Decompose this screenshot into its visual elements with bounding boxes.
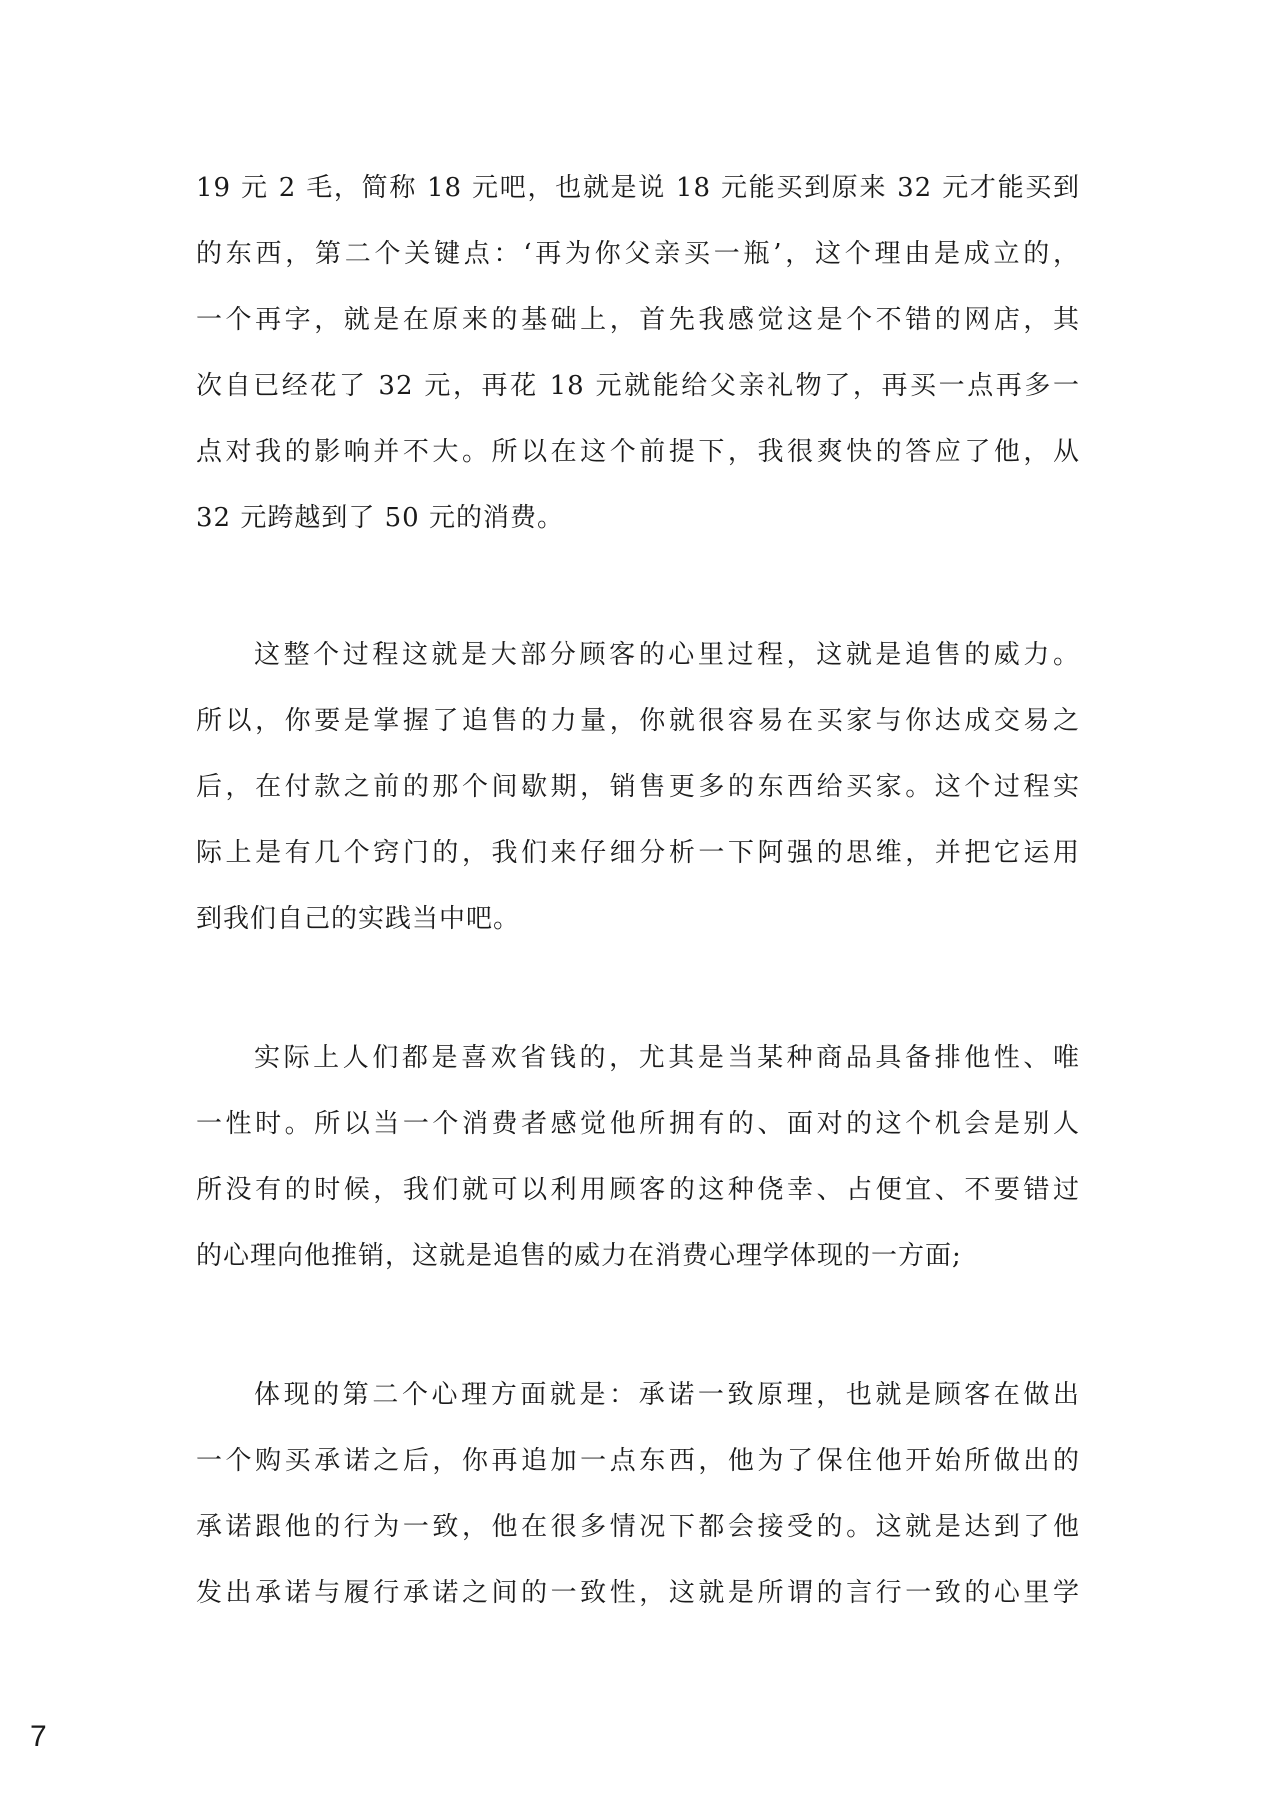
text-line: 的东西，第二个关键点：‘再为你父亲买一瓶’，这个理由是成立的，: [196, 239, 1080, 269]
text-line: 一个再字，就是在原来的基础上，首先我感觉这是个不错的网店，其: [196, 305, 1080, 335]
text-line: 体现的第二个心理方面就是：承诺一致原理，也就是顾客在做出: [254, 1380, 1080, 1410]
text-line: 所以，你要是掌握了追售的力量，你就很容易在买家与你达成交易之: [196, 706, 1080, 736]
text-line: 19 元 2 毛，简称 18 元吧，也就是说 18 元能买到原来 32 元才能买到: [196, 173, 1080, 203]
text-line: 到我们自己的实践当中吧。: [196, 904, 521, 934]
text-line: 际上是有几个窍门的，我们来仔细分析一下阿强的思维，并把它运用: [196, 838, 1080, 868]
paragraph-3: [196, 1025, 1080, 1289]
text-line: 发出承诺与履行承诺之间的一致性，这就是所谓的言行一致的心里学: [196, 1578, 1080, 1608]
text-line: 次自已经花了 32 元，再花 18 元就能给父亲礼物了，再买一点再多一: [196, 371, 1080, 401]
paragraph-2: [196, 622, 1080, 952]
text-line: 这整个过程这就是大部分顾客的心里过程，这就是追售的威力。: [254, 640, 1080, 670]
text-line: 实际上人们都是喜欢省钱的，尤其是当某种商品具备排他性、唯: [254, 1043, 1080, 1073]
text-line: 所没有的时候，我们就可以利用顾客的这种侥幸、占便宜、不要错过: [196, 1175, 1080, 1205]
paragraph-4: [196, 1362, 1080, 1626]
text-line: 一个购买承诺之后，你再追加一点东西，他为了保住他开始所做出的: [196, 1446, 1080, 1476]
page-number: 7: [30, 1720, 47, 1753]
text-line: 32 元跨越到了 50 元的消费。: [196, 503, 564, 533]
paragraph-1: [196, 155, 1080, 551]
text-line: 后，在付款之前的那个间歇期，销售更多的东西给买家。这个过程实: [196, 772, 1080, 802]
text-line: 点对我的影响并不大。所以在这个前提下，我很爽快的答应了他，从: [196, 437, 1080, 467]
text-line: 承诺跟他的行为一致，他在很多情况下都会接受的。这就是达到了他: [196, 1512, 1080, 1542]
text-line: 一性时。所以当一个消费者感觉他所拥有的、面对的这个机会是别人: [196, 1109, 1080, 1139]
text-line: 的心理向他推销，这就是追售的威力在消费心理学体现的一方面;: [196, 1241, 962, 1271]
